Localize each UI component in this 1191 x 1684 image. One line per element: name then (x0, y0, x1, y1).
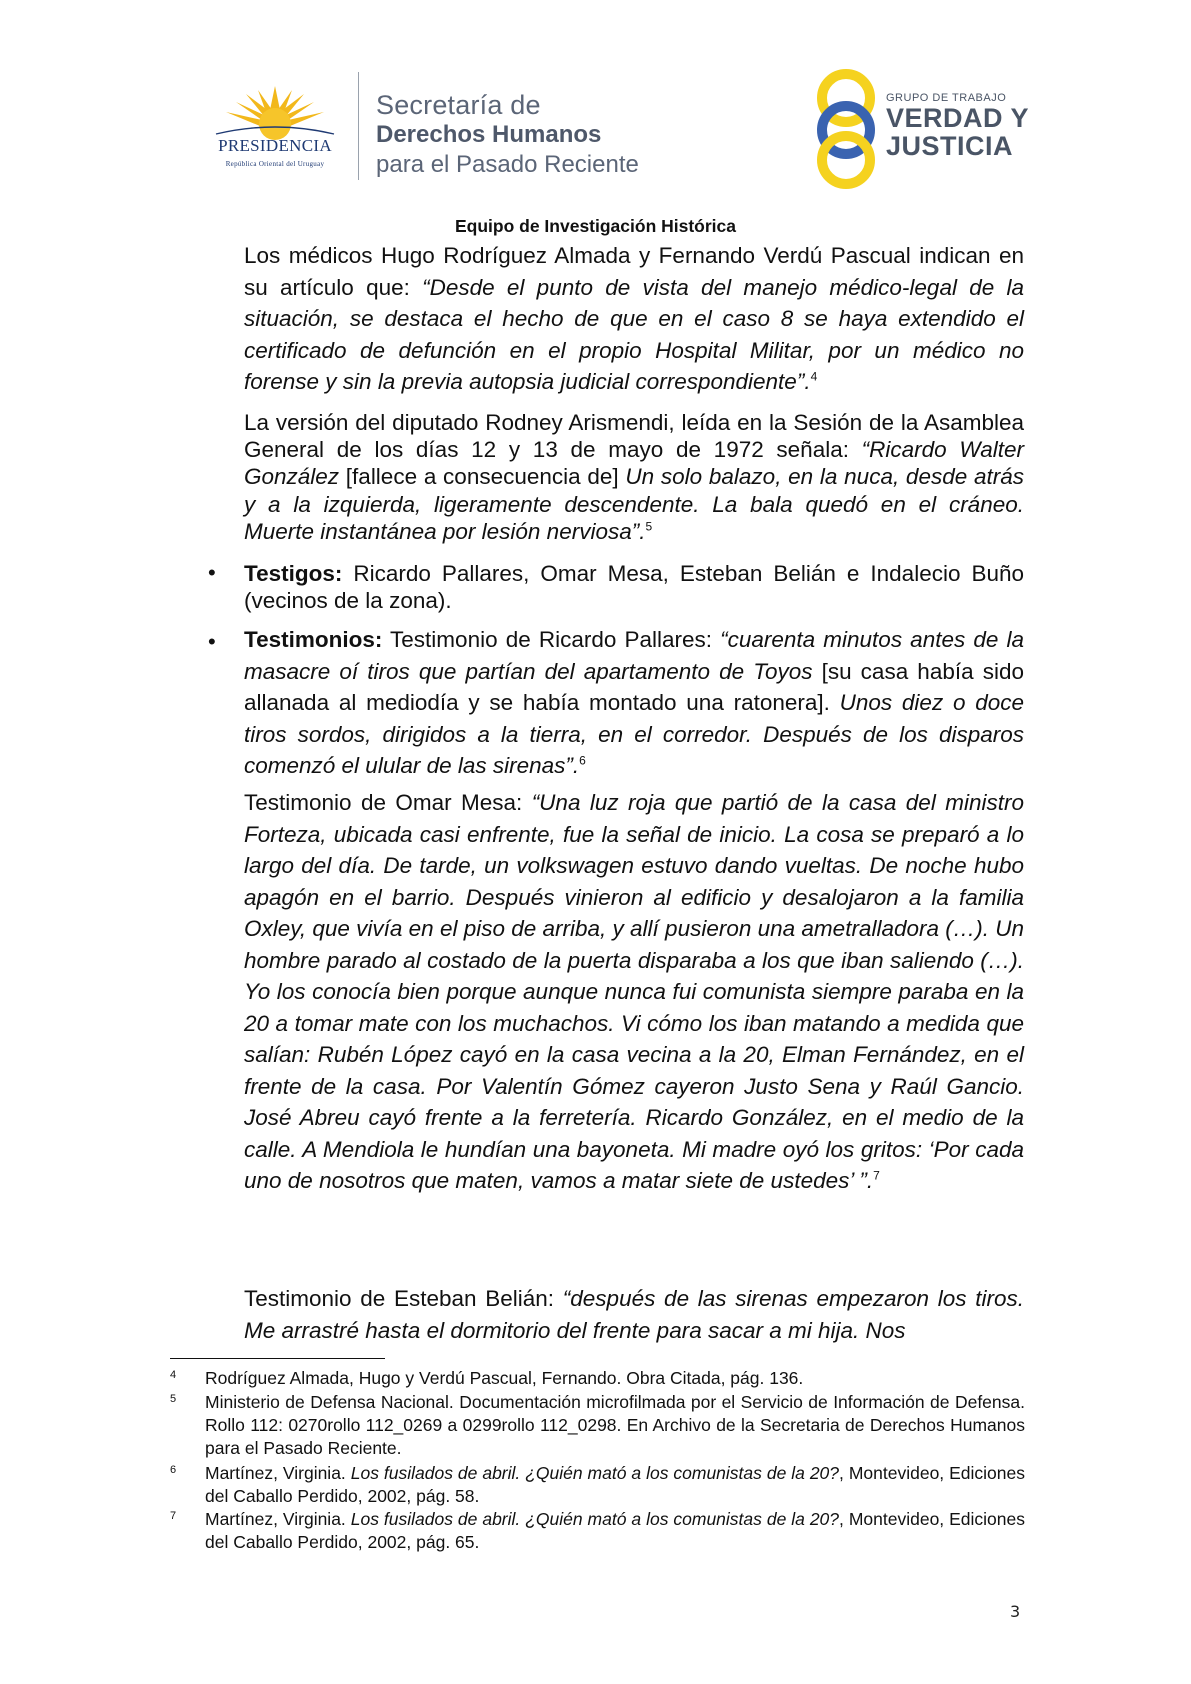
esteban-belian-text: Testimonio de Esteban Belián: (244, 1286, 563, 1311)
secretaria-line-2: Derechos Humanos (376, 121, 602, 148)
footnote-author: Martínez, Virginia. (205, 1463, 351, 1483)
footnote-ref-5: 5 (645, 519, 653, 534)
page-header (0, 0, 1191, 220)
footnote-book-title: Los fusilados de abril. ¿Quién mató a los comunistas de la 20? (350, 1463, 840, 1483)
paragraph-testigos (244, 560, 1024, 614)
footnote-text: Ministerio de Defensa Nacional. Documentación microfilmada por el Servicio de Información de Defensa. Rollo 112: 0270rollo 112_0269 a 0299rollo 112_0298. En Archivo de la Secretaria de Derechos Humanos para el Pasado Reciente. (205, 1392, 1025, 1458)
gtvj-line-2: VERDAD Y (886, 103, 1030, 133)
secretaria-logo-text (376, 90, 639, 180)
footnote-ref-4: 4 (810, 369, 818, 384)
gtvj-line-1: GRUPO DE TRABAJO (886, 92, 1007, 104)
footnote-book-title: Los fusilados de abril. ¿Quién mató a los comunistas de la 20? (350, 1509, 840, 1529)
footnote-ref-7: 7 (873, 1168, 880, 1183)
header-divider (358, 72, 359, 180)
paragraph-medicos-quote: “Desde el punto de vista del manejo médico-legal de la situación, se destaca el hecho de que en el caso 8 se haya extendido el certificado de defunción en el propio Hospital Militar, por un médico no forense y sin la previa autopsia judicial correspondiente”. (244, 274, 1025, 394)
paragraph-omar-mesa (244, 787, 1024, 1197)
secretaria-line-1: Secretaría de (376, 90, 541, 120)
presidencia-word: PRESIDENCIA (218, 136, 332, 155)
footnote-text (205, 1462, 1025, 1508)
paragraph-arismendi-text: La versión del diputado Rodney Arismendi, leída en la Sesión de la Asamblea General de los días 12 y 13 de mayo de 1972 señala: (244, 410, 1024, 463)
footnote-publisher: , Montevideo, Ediciones del Caballo Perdido, 2002, pág. 65. (205, 1509, 1025, 1552)
testimonios-text: Testimonio de Ricardo Pallares: (382, 627, 721, 652)
paragraph-arismendi-quote-2: Un solo balazo, en la nuca, desde atrás y a la izquierda, ligeramente descendente. La bala quedó en el cráneo. Muerte instantánea por lesión nerviosa”. (244, 464, 1024, 544)
page-number: 3 (1010, 1602, 1021, 1621)
esteban-belian-quote: “después de las sirenas empezaron los tiros. Me arrastré hasta el dormitorio del frente para sacar a mi hija. Nos (244, 1286, 1025, 1343)
secretaria-line-3: para el Pasado Reciente (376, 151, 639, 178)
footnote-number: 7 (170, 1510, 177, 1522)
footnote-number: 4 (170, 1369, 177, 1381)
testigos-label: Testigos: (244, 561, 343, 586)
paragraph-esteban-belian (244, 1283, 1024, 1346)
paragraph-testimonios (244, 624, 1024, 782)
verdad-justicia-text (886, 92, 1029, 160)
presidencia-logo (196, 80, 354, 180)
testigos-text: Ricardo Pallares, Omar Mesa, Esteban Belián e Indalecio Buño (vecinos de la zona). (244, 561, 1024, 614)
footnote-author: Martínez, Virginia. (205, 1509, 351, 1529)
sun-emblem-icon (196, 80, 354, 140)
bullet-testigos: • (208, 560, 216, 585)
testimonios-label: Testimonios: (244, 627, 383, 652)
paragraph-arismendi-quote-1: “Ricardo Walter González (244, 437, 1024, 490)
team-title: Equipo de Investigación Histórica (454, 216, 737, 236)
testimonios-quote-1: “cuarenta minutos antes de la masacre oí tiros que partían del apartamento de Toyos (244, 627, 1024, 684)
footnote-number: 5 (170, 1393, 177, 1405)
footnote-publisher: , Montevideo, Ediciones del Caballo Perdido, 2002, pág. 58. (205, 1463, 1025, 1506)
paragraph-medicos-text: Los médicos Hugo Rodríguez Almada y Fernando Verdú Pascual indican en su artículo que: (244, 243, 1024, 300)
footnote-separator (170, 1358, 385, 1359)
paragraph-arismendi (244, 409, 1024, 545)
omar-mesa-text: Testimonio de Omar Mesa: (244, 790, 532, 815)
gtvj-line-3: JUSTICIA (886, 131, 1014, 161)
paragraph-medicos (244, 240, 1024, 398)
omar-mesa-quote: “Una luz roja que partió de la casa del ministro Forteza, ubicada casi enfrente, fue la señal de inicio. La cosa se preparó a lo largo del día. De tarde, un volkswagen estuvo dando vueltas. De noche hubo apagón en el barrio. Después vinieron al edificio y desalojaron a la familia Oxley, que vivía en el piso de arriba, y allí pusieron una ametralladora (…). Un hombre parado al costado de la puerta disparaba a los que iban saliendo (…). Yo los conocía bien porque aunque nunca fui comunista siempre paraba en la 20 a tomar mate con los muchachos. Vi cómo los iban matando a medida que salían: Rubén López cayó en la casa vecina a la 20, Elman Fernández, en el frente de la casa. Por Valentín Gómez cayeron Justo Sena y Raúl Gancio. José Abreu cayó frente a la ferretería. Ricardo González, en el medio de la calle. A Mendiola le hundían una bayoneta. Mi madre oyó los gritos: ‘Por cada uno de nosotros que maten, vamos a matar siete de ustedes’ ”. (244, 790, 1024, 1193)
footnote-number: 6 (170, 1464, 177, 1476)
paragraph-arismendi-bracket: [fallece a consecuencia de] (345, 464, 626, 490)
testimonios-bracket: [su casa había sido allanada al mediodía y se había montado una ratonera]. (244, 658, 1024, 715)
presidencia-subtitle: República Oriental del Uruguay (225, 160, 325, 168)
bullet-testimonios: • (208, 629, 216, 654)
footnote-ref-6: 6 (579, 753, 586, 768)
testimonios-quote-2: Unos diez o doce tiros sordos, dirigidos a la tierra, en el corredor. Después de los disparos comenzó el ulular de las sirenas”. (244, 690, 1024, 778)
footnote-text: Rodríguez Almada, Hugo y Verdú Pascual, Fernando. Obra Citada, pág. 136. (205, 1368, 804, 1388)
footnote-text (205, 1508, 1025, 1554)
